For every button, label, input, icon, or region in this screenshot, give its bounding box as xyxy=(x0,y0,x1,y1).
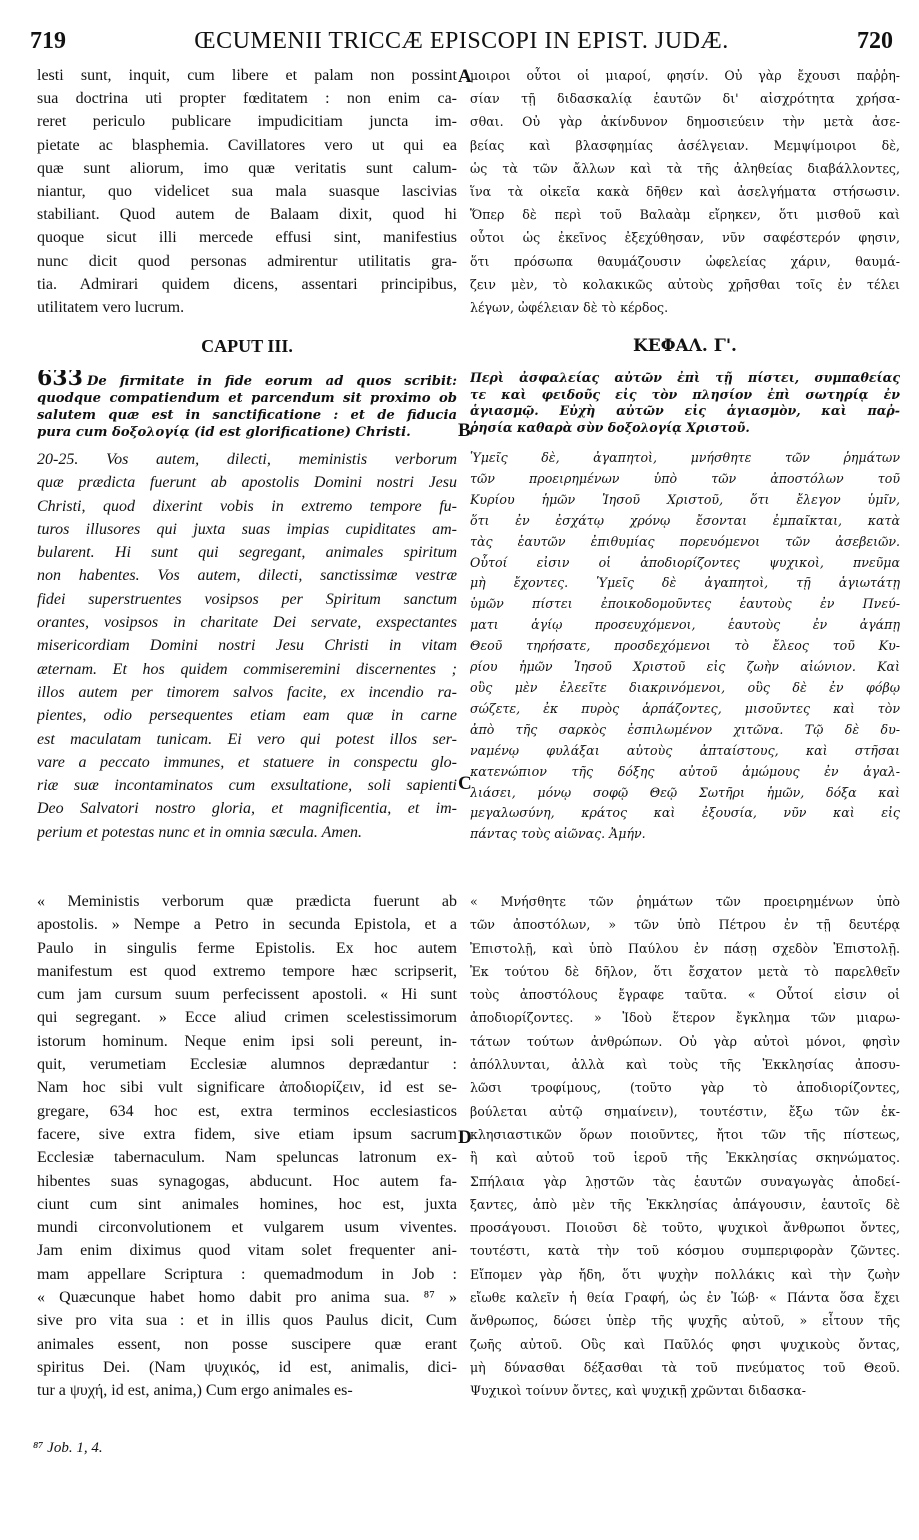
latin-verse-line: pientes, odio persequentes etiam eam quæ in carne xyxy=(37,707,457,725)
latin-text-line: niantur, quo videlicet sua mala suasque lascivias xyxy=(37,183,457,201)
latin-commentary-line: Nam hoc sibi vult significare ἀποδιορίζειν, id est se- xyxy=(37,1079,457,1097)
greek-commentary-line: ἢ καὶ αὐτοῦ τοῦ ἱεροῦ τῆς Ἐκκλησίας σκηνώματος. xyxy=(470,1150,900,1166)
greek-verse-line: σώζετε, ἐκ πυρὸς ἁρπάζοντες, μισοῦντες καὶ τὸν xyxy=(470,700,900,716)
latin-commentary-line: « Meministis verborum quæ prædicta fuerunt ab xyxy=(37,893,457,910)
chapter-summary-latin xyxy=(37,370,457,441)
latin-commentary-line: gregare, 634 hoc est, extra terminos ecclesiasticos xyxy=(37,1102,457,1120)
greek-text-line: ζειν μὲν, τὸ κολακικῶς αὐτοὺς χρῆσθαι τοῖς ἐν τέλει xyxy=(470,276,900,292)
greek-verse-line: μὴ ἔχοντες. Ὑμεῖς δὲ ἀγαπητοὶ, τῇ ἁγιωτάτῃ xyxy=(470,575,900,591)
greek-text-line: ὅτι πρόσωπα θαυμάζουσιν ὠφελείας χάριν, θαυμά- xyxy=(470,253,900,269)
latin-text-line: nunc dicit quod personas admirentur utilitatis gra- xyxy=(37,252,457,270)
running-title: ŒCUMENII TRICCÆ EPISCOPI IN EPIST. JUDÆ. xyxy=(194,28,729,54)
latin-commentary-line: animales essent, non posse suscipere quæ erant xyxy=(37,1335,457,1353)
summary-latin-line xyxy=(37,407,457,424)
greek-text-line: λέγων, ὠφέλειαν δὲ τὸ κέρδος. xyxy=(470,300,669,316)
greek-verse-line: Οὗτοί εἰσιν οἱ ἀποδιορίζοντες ψυχικοὶ, πνεῦμα xyxy=(470,554,900,570)
latin-commentary-line: Paulo in singulis ferme Epistolis. Ex hoc autem xyxy=(37,939,457,957)
greek-commentary-line: ἄνθρωπος, δώσει ὑπὲρ τῆς ψυχῆς αὐτοῦ, » εἶτουν τῆς xyxy=(470,1313,900,1329)
latin-commentary-line: facere, sive extra fidem, sive etiam ipsum sacrum xyxy=(37,1125,457,1143)
margin-letter-d: D xyxy=(458,1127,472,1148)
greek-commentary-line: ἀπόλλυνται, ἀλλὰ καὶ τοὺς τῆς Ἐκκλησίας ἀποσυ- xyxy=(470,1057,900,1073)
summary-latin-line xyxy=(37,424,457,441)
summary-latin-line xyxy=(37,390,457,407)
latin-text-line: quoque sicut illi mercede effusi sint, manifestius xyxy=(37,229,457,247)
greek-commentary-line: βούλεται αὐτῷ σημαίνειν), τουτέστιν, ἔξω τῶν ἐκ- xyxy=(470,1103,900,1119)
greek-commentary-line: Ψυχικοὶ τοίνυν ὄντες, καὶ ψυχικῇ χρῶνται διδασκα- xyxy=(470,1383,806,1399)
latin-text-line: quæ sunt aliorum, imo quæ veritatis sunt calum- xyxy=(37,159,457,177)
latin-verse-line: 20-25. Vos autem, dilecti, meministis verborum xyxy=(37,451,457,468)
footnote: ⁸⁷ Job. 1, 4. xyxy=(33,1440,103,1456)
summary-latin-text: quodque compatiendum et parcendum sit proximo ob xyxy=(37,391,457,406)
summary-latin-text: salutem quæ est in sanctificatione : et de fiducia xyxy=(37,408,457,423)
greek-verse-line: ἀπὸ τῆς σαρκὸς ἐσπιλωμένον χιτῶνα. Τῷ δὲ δυ- xyxy=(470,721,900,737)
greek-verse-line: ρίου ἡμῶν Ἰησοῦ Χριστοῦ εἰς ζωὴν αἰώνιον. Καὶ xyxy=(470,659,900,675)
latin-verse-line: non habentes. Vos autem, dilecti, sanctissimæ vestræ xyxy=(37,567,457,585)
greek-verse-line: Κυρίου ἡμῶν Ἰησοῦ Χριστοῦ, ὅτι ἔλεγον ὑμῖν, xyxy=(470,491,900,507)
greek-commentary-line: τοὺς ἀποστόλους ἔγραφε ταῦτα. « Οὗτοί εἰσιν οἱ xyxy=(470,987,900,1003)
latin-verse-line: Deo Salvatori nostro gloria, et magnificentia, et im- xyxy=(37,800,457,818)
latin-column-top xyxy=(37,64,457,319)
latin-commentary-line: « Quæcunque habet homo dabit pro anima sua. ⁸⁷ » xyxy=(37,1289,457,1307)
section-number: 633 xyxy=(37,370,83,390)
latin-verse-line: riæ suæ incontaminatos cum exsultatione, soli sapienti xyxy=(37,777,457,795)
summary-greek-line: ῥησία καθαρὰ σὺν δοξολογίᾳ Χριστοῦ. xyxy=(470,419,750,435)
latin-verse-line: misericordiam Domini nostri Jesu Christi in vitam xyxy=(37,637,457,655)
latin-text-line: sua doctrina uti propter fœditatem : non enim ca- xyxy=(37,90,457,108)
margin-letter-b: B xyxy=(458,420,471,441)
running-header xyxy=(30,28,893,60)
latin-verse-line: vare a peccato immunes, et statuere in conspectu glo- xyxy=(37,753,457,771)
summary-greek-line: Περὶ ἀσφαλείας αὐτῶν ἐπὶ τῇ πίστει, συμπαθείας xyxy=(470,370,900,385)
latin-text-line: utilitatem vero lucrum. xyxy=(37,299,185,317)
latin-commentary-line: Ecclesiæ tabernaculum. Nam speluncas latronum ex- xyxy=(37,1149,457,1167)
commentary-greek xyxy=(470,890,900,1403)
greek-verse-line: ναμένῳ φυλάξαι αὐτοὺς ἀπταίστους, καὶ στῆσαι xyxy=(470,742,900,758)
latin-verse-line: orantes, vosipsos in charitate Dei servate, exspectantes xyxy=(37,614,457,632)
chapter-summary-greek xyxy=(470,370,900,436)
greek-text-line: σθαι. Οὐ γὰρ ἀκίνδυνον δημοσιεύειν τὴν μετὰ ἀσε- xyxy=(470,114,900,130)
latin-text-line: lesti sunt, inquit, cum libere et palam non possint xyxy=(37,67,457,84)
commentary-latin xyxy=(37,890,457,1403)
latin-verse-line: Christi, quod dixerint vobis in extremo tempore fu- xyxy=(37,497,457,515)
greek-commentary-line: τουτέστι, κατὰ τὴν τοῦ κόσμου συμπεριφορὰν ζῶντες. xyxy=(470,1243,900,1259)
greek-verse-line: ματι ἁγίῳ προσευχόμενοι, ἑαυτοὺς ἐν ἀγάπῃ xyxy=(470,617,900,633)
margin-letter-a: A xyxy=(458,66,472,87)
greek-verse-line: μεγαλωσύνη, κράτος καὶ ἐξουσία, νῦν καὶ εἰς xyxy=(470,805,900,821)
latin-commentary-line: cum jam cursum suum perfecissent apostoli. « Hi sunt xyxy=(37,986,457,1004)
latin-verse-line: turos illusores qui juxta suas impias cupiditates am- xyxy=(37,520,457,538)
greek-commentary-line: προσάγουσι. Ποιοῦσι δὲ τοῦτο, ψυχικοὶ ἄνθρωποι ὄντες, xyxy=(470,1220,900,1236)
latin-verse-line: bularent. Hi sunt qui segregant, animales spiritum xyxy=(37,544,457,562)
latin-verse-line: fidei superstruentes vosipsos per Spiritum sanctum xyxy=(37,590,457,608)
latin-verse-line: quæ prædicta fuerunt ab apostolis Domini nostri Jesu xyxy=(37,474,457,492)
greek-verse-line: κατενώπιον τῆς δόξης αὐτοῦ ἀμώμους ἐν ἀγαλ- xyxy=(470,763,900,779)
latin-commentary-line: hibentes suas synagogas, abducunt. Hoc autem fa- xyxy=(37,1172,457,1190)
greek-commentary-line: Ἐπιστολῇ, καὶ ὑπὸ Παύλου ἐν πάσῃ σχεδὸν Ἐπιστολῇ. xyxy=(470,940,900,956)
latin-commentary-line: spiritus Dei. (Nam ψυχικός, id est, animalis, dici- xyxy=(37,1358,457,1376)
greek-commentary-line: « Μνήσθητε τῶν ῥημάτων τῶν προειρημένων ὑπὸ xyxy=(470,894,900,909)
latin-text-line: tia. Admirari quidem dicens, assentari principibus, xyxy=(37,275,457,293)
greek-verse-line: οὓς μὲν ἐλεεῖτε διακρινόμενοι, οὓς δὲ ἐν φόβῳ xyxy=(470,679,900,695)
latin-commentary-line: quit, verumetiam Ecclesiæ alumnos deprædantur : xyxy=(37,1056,457,1074)
caput-heading-greek: ΚΕΦΑΛ. Γ'. xyxy=(633,336,737,356)
summary-greek-line: ἁγιασμῷ. Εὐχὴ αὐτῶν εἰς ἁγιασμὸν, καὶ παῤ- xyxy=(470,403,900,418)
latin-commentary-line: sive pro vita sua : et in illis quos Paulus dicit, Cum xyxy=(37,1312,457,1330)
greek-text-line: σίαν τῇ διδασκαλίᾳ ἑαυτῶν δι' αἰσχρότητα χρήσα- xyxy=(470,91,900,107)
page-number-left: 719 xyxy=(30,28,66,54)
greek-commentary-line: λῶσι τροφίμους, (τοῦτο γὰρ τὸ ἀποδιορίζοντες, xyxy=(470,1080,900,1096)
latin-commentary-line: apostolis. » Nempe a Petro in secunda Epistola, et a xyxy=(37,916,457,934)
greek-verse-line: τῶν προειρημένων ὑπὸ τῶν ἀποστόλων τοῦ xyxy=(470,470,900,486)
greek-commentary-line: Σπήλαια γὰρ λῃστῶν τὰς ἑαυτῶν συναγωγὰς ἀποδεί- xyxy=(470,1173,900,1189)
verse-latin xyxy=(37,448,457,844)
greek-text-line: ἵνα τὰ οἰκεῖα κακὰ δῆθεν καὶ ἀσελγήματα στήσωσιν. xyxy=(470,184,900,200)
greek-verse-line: ὑμῶν πίστει ἐποικοδομοῦντες ἑαυτοὺς ἐν Πνεύ- xyxy=(470,596,900,612)
latin-commentary-line: manifestum est quod extremo tempore hæc scripserit, xyxy=(37,962,457,980)
greek-verse-line: πάντας τοὺς αἰῶνας. Ἀμήν. xyxy=(470,826,646,842)
page-number-right: 720 xyxy=(857,28,893,54)
latin-verse-line: æternam. Et hos quidem commiseremini discernentes ; xyxy=(37,660,457,678)
greek-verse-line: Θεοῦ τηρήσατε, προσδεχόμενοι τὸ ἔλεος τοῦ Κυ- xyxy=(470,638,900,654)
greek-column-top xyxy=(470,64,900,319)
greek-commentary-line: κλησιαστικῶν ὅρων ποιοῦντες, ἤτοι τῶν τῆς πίστεως, xyxy=(470,1126,900,1142)
latin-commentary-line: ciunt cum sint animales homines, hoc est, juxta xyxy=(37,1195,457,1213)
greek-text-line: Ὅπερ δὲ περὶ τοῦ Βαλαὰμ εἴρηκεν, ὅτι μισθοῦ καὶ xyxy=(470,207,900,223)
latin-verse-line: perium et potestas nunc et in omnia sæcula. Amen. xyxy=(37,823,362,841)
latin-verse-line: est maculatam tunicam. Ei vero qui potest illos ser- xyxy=(37,730,457,748)
greek-commentary-line: ξαντες, ἀπὸ μὲν τῆς Ἐκκλησίας ἀπάγουσιν, ἑαυτοῖς δὲ xyxy=(470,1196,900,1212)
greek-commentary-line: μὴ δύνασθαι δέξασθαι τὰ τοῦ πνεύματος τοῦ Θεοῦ. xyxy=(470,1359,900,1375)
latin-text-line: pietate ac blasphemia. Cavillatores vero ut qui ea xyxy=(37,136,457,154)
summary-greek-line: τε καὶ φειδοῦς εἰς τὸν πλησίον ἐπὶ σωτηρίᾳ ἐν xyxy=(470,386,900,402)
latin-commentary-line: qui segregant. » Ecce aliud crimen scelestissimorum xyxy=(37,1009,457,1027)
summary-latin-line xyxy=(37,370,457,390)
greek-commentary-line: Εἴπομεν γὰρ ἤδη, ὅτι ψυχὴν πολλάκις καὶ τὴν ζωὴν xyxy=(470,1266,900,1282)
latin-commentary-line: istorum hominum. Neque enim ipsi soli pereunt, in- xyxy=(37,1032,457,1050)
greek-verse-line: λιάσει, μόνῳ σοφῷ Θεῷ Σωτῆρι ἡμῶν, δόξα καὶ xyxy=(470,784,900,800)
greek-commentary-line: ἀποδιορίζοντες. » Ἰδοὺ ἕτερον ἔγκλημα τῶν μιαρω- xyxy=(470,1010,900,1026)
latin-text-line: stabiliant. Quod autem de Balaam dixit, quod hi xyxy=(37,206,457,224)
greek-verse-line: τὰς ἑαυτῶν ἐπιθυμίας πορευόμενοι τῶν ἀσεβειῶν. xyxy=(470,533,900,549)
greek-text-line: βείας καὶ βλασφημίας ἀσέλγειαν. Μεμψίμοιροι δὲ, xyxy=(470,137,900,153)
latin-text-line: reret periculo publicare impudicitiam juncta im- xyxy=(37,113,457,131)
greek-text-line: οὗτοι ὡς ἐκεῖνος ἐξεχύθησαν, νῦν σαφέστερόν φησιν, xyxy=(470,230,900,246)
margin-letter-c: C xyxy=(458,773,472,794)
summary-latin-text: pura cum δοξολογίᾳ (id est glorificatione) Christi. xyxy=(37,425,411,440)
greek-commentary-line: εἴωθε καλεῖν ἡ θεία Γραφή, ὡς ἐν Ἰώβ· « Πάντα ὅσα ἔχει xyxy=(470,1290,900,1306)
latin-commentary-line: mundi circonvolutionem et vulgarem usum viventes. xyxy=(37,1219,457,1237)
greek-commentary-line: τάτων τούτων ἀνθρώπων. Οὐ γὰρ αὐτοὶ μόνοι, φησὶν xyxy=(470,1033,900,1049)
greek-verse-line: ὅτι ἐν ἐσχάτῳ χρόνῳ ἔσονται ἐμπαῖκται, κατὰ xyxy=(470,512,900,528)
greek-commentary-line: τῶν ἀποστόλων, » τῶν ὑπὸ Πέτρου ἐν τῇ δευτέρᾳ xyxy=(470,917,900,933)
summary-latin-text: De firmitate in fide eorum ad quos scribit: xyxy=(86,374,457,389)
verse-greek xyxy=(470,448,900,845)
latin-verse-line: illos autem per timorem salvos facite, ex incendio ra- xyxy=(37,683,457,701)
greek-commentary-line: Ἐκ τούτου δὲ δῆλον, ὅτι ἔσχατον μετὰ τὸ παρελθεῖν xyxy=(470,963,900,979)
latin-commentary-line: Jam enim diximus quod vitam solet frequenter ani- xyxy=(37,1242,457,1260)
caput-heading-latin: CAPUT III. xyxy=(201,336,293,356)
greek-text-line: ὡς τὰ τῶν ἄλλων καὶ τὰ τῆς ἀληθείας διαβάλλοντες, xyxy=(470,160,900,176)
latin-commentary-line: tur a ψυχή, id est, anima,) Cum ergo animales es- xyxy=(37,1382,353,1400)
greek-verse-line: Ὑμεῖς δὲ, ἀγαπητοὶ, μνήσθητε τῶν ῥημάτων xyxy=(470,450,900,465)
greek-text-line: μοιροι οὗτοι οἱ μιαροί, φησίν. Οὐ γὰρ ἔχουσι παῤῥη- xyxy=(470,68,900,83)
latin-commentary-line: mam appellare Scriptura : quemadmodum in Job : xyxy=(37,1265,457,1283)
greek-commentary-line: ζωῆς αὐτοῦ. Οὓς καὶ Παῦλός φησι ψυχικοὺς ὄντας, xyxy=(470,1336,900,1352)
